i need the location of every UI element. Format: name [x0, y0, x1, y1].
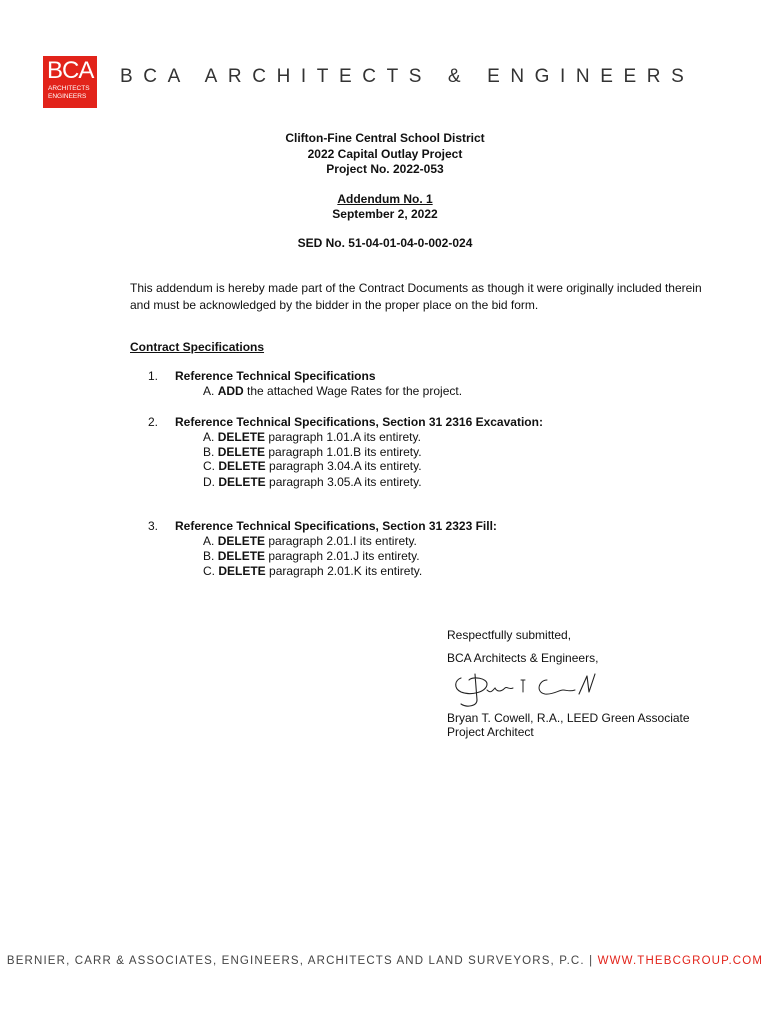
sub-letter: B. — [203, 445, 215, 459]
sub-text: paragraph 1.01.B its entirety. — [265, 445, 422, 459]
title-district: Clifton-Fine Central School District — [285, 131, 485, 145]
closing-respectfully: Respectfully submitted, — [447, 628, 572, 642]
signer-name: Bryan T. Cowell, R.A., LEED Green Associate — [447, 711, 690, 725]
sub-letter: C. — [203, 459, 215, 473]
sub-text: paragraph 3.05.A its entirety. — [265, 475, 422, 489]
item-number: 1. — [148, 369, 159, 383]
addendum-heading — [0, 192, 770, 207]
sub-text: paragraph 3.04.A its entirety. — [265, 459, 422, 473]
sub-action: DELETE — [217, 445, 266, 459]
logo-line-engineers: ENGINEERS — [48, 93, 87, 100]
logo-line-architects: ARCHITECTS — [48, 85, 90, 92]
closing-firm: BCA Architects & Engineers, — [447, 651, 599, 665]
sub-text: paragraph 2.01.J its entirety. — [265, 549, 420, 563]
company-logo — [43, 56, 97, 108]
sub-item — [203, 430, 421, 445]
sub-action: DELETE — [217, 549, 266, 563]
signer-role: Project Architect — [447, 725, 534, 739]
title-project-number: Project No. 2022-053 — [326, 162, 444, 176]
sub-letter: A. — [203, 384, 215, 398]
sub-letter: D. — [203, 475, 215, 489]
item-number: 3. — [148, 519, 159, 533]
page-footer — [0, 955, 770, 967]
sub-item — [203, 549, 420, 564]
sub-letter: A. — [203, 534, 215, 548]
item-heading: Reference Technical Specifications — [175, 369, 376, 383]
sub-action: DELETE — [217, 534, 266, 548]
title-project: 2022 Capital Outlay Project — [307, 147, 463, 161]
sub-item — [203, 459, 422, 474]
sub-action: DELETE — [217, 430, 266, 444]
addendum-number: Addendum No. 1 — [337, 192, 433, 206]
sub-item — [203, 534, 417, 549]
sub-text: paragraph 2.01.K its entirety. — [265, 564, 423, 578]
sub-letter: A. — [203, 430, 215, 444]
footer-separator: | — [589, 955, 594, 967]
sub-action: ADD — [217, 384, 244, 398]
sub-action: DELETE — [218, 475, 266, 489]
intro-paragraph: This addendum is hereby made part of the Contract Documents as though it were originally included therein and must be acknowledged by the bidder in the proper place on the bid form. — [130, 281, 702, 312]
sed-number: SED No. 51-04-01-04-0-002-024 — [297, 236, 473, 250]
sub-item — [203, 475, 422, 490]
sub-text: paragraph 2.01.I its entirety. — [265, 534, 417, 548]
footer-company: BERNIER, CARR & ASSOCIATES, ENGINEERS, ARCHITECTS AND LAND SURVEYORS, P.C. — [6, 955, 585, 967]
firm-name-header: BCA ARCHITECTS & ENGINEERS — [120, 66, 695, 87]
sub-text: the attached Wage Rates for the project. — [243, 384, 463, 398]
sub-action: DELETE — [218, 459, 266, 473]
section-title: Contract Specifications — [130, 340, 265, 354]
footer-website-link[interactable]: WWW.THEBCGROUP.COM — [597, 955, 764, 967]
sub-action: DELETE — [218, 564, 266, 578]
sub-letter: C. — [203, 564, 215, 578]
sub-item — [203, 564, 422, 579]
sub-text: paragraph 1.01.A its entirety. — [265, 430, 421, 444]
sub-item — [203, 445, 422, 460]
item-number: 2. — [148, 415, 159, 429]
sub-item — [203, 384, 462, 399]
logo-mark: BCA — [47, 57, 94, 84]
item-heading: Reference Technical Specifications, Section 31 2316 Excavation: — [175, 415, 543, 429]
signature-image — [447, 670, 607, 710]
addendum-date: September 2, 2022 — [332, 207, 438, 221]
sub-letter: B. — [203, 549, 215, 563]
item-heading: Reference Technical Specifications, Section 31 2323 Fill: — [175, 519, 497, 533]
